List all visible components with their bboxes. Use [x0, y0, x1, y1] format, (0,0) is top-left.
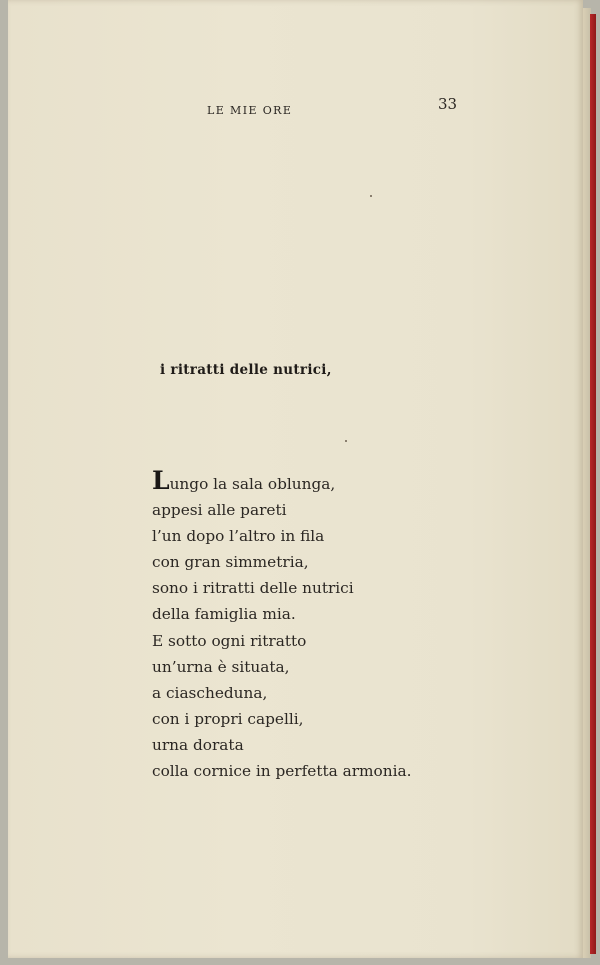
poem-line: con gran simmetria,: [152, 553, 309, 572]
poem-line: sono i ritratti delle nutrici: [152, 579, 354, 598]
paper-speck: [345, 440, 347, 442]
poem-line: urna dorata: [152, 735, 244, 754]
running-title: LE MIE ORE: [207, 104, 293, 117]
paper-speck: [370, 195, 372, 197]
section-subtitle: i ritratti delle nutrici,: [160, 362, 332, 378]
poem-line: colla cornice in perfetta armonia.: [152, 762, 412, 781]
poem-line: l’un dopo l’altro in fila: [152, 527, 325, 546]
page-number: 33: [438, 95, 458, 113]
poem-line: appesi alle pareti: [152, 501, 287, 520]
drop-cap: L: [152, 466, 170, 495]
poem-line: con i propri capelli,: [152, 709, 304, 728]
first-line-text: ungo la sala oblunga,: [169, 475, 336, 493]
poem: [152, 468, 412, 784]
poem-line: della famiglia mia.: [152, 605, 296, 624]
red-book-edge: [590, 14, 596, 954]
poem-line: E sotto ogni ritratto: [152, 631, 307, 650]
poem-line: a ciascheduna,: [152, 683, 268, 702]
poem-line: [152, 468, 412, 497]
poem-line: un’urna è situata,: [152, 657, 290, 676]
